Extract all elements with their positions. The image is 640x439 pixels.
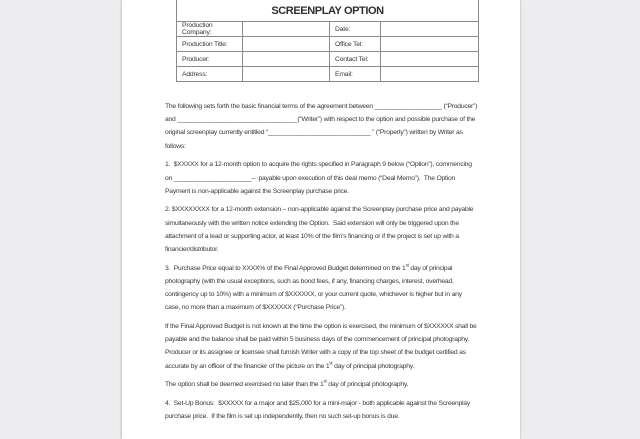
screenplay-option-form xyxy=(176,0,479,82)
form-label-cell: Contact Tel: xyxy=(330,52,381,67)
paragraph-text: 2. $XXXXXXXX for a 12-month extension – non-applicable against the Screenplay purchase price and payable simultaneously with the written notice extending the Option. Said extension will only be triggered upon the attachment of a lead or supporting actor, at least 10% of the film’s financing or if the project is set up with a financier/distributor. xyxy=(165,206,476,254)
form-label-cell: Production Company: xyxy=(177,22,243,37)
paragraph xyxy=(165,397,478,423)
form-table-body xyxy=(177,22,479,82)
form-value-cell[interactable] xyxy=(381,67,479,82)
paragraph-text: day of principal photography. xyxy=(332,362,415,370)
paragraph xyxy=(165,100,478,153)
form-label-cell: Address: xyxy=(177,67,243,82)
form-label-cell: Office Tel: xyxy=(330,37,381,52)
paragraph-text: The option shall be deemed exercised no later than the 1 xyxy=(165,381,324,389)
form-label-cell: Date: xyxy=(330,22,381,37)
paragraph-text: day of principal photography. xyxy=(326,381,409,389)
form-row xyxy=(177,67,479,82)
form-value-cell[interactable] xyxy=(243,52,330,67)
paragraph-text: 3. Purchase Price equal to XXXX% of the Final Approved Budget determined on the 1 xyxy=(165,264,406,272)
form-value-cell[interactable] xyxy=(243,22,330,37)
form-value-cell[interactable] xyxy=(381,52,479,67)
paragraph xyxy=(165,378,478,391)
superscript: st xyxy=(323,379,327,385)
superscript: st xyxy=(329,360,333,366)
form-title-row xyxy=(177,0,479,22)
body-paragraphs xyxy=(165,100,478,429)
form-row xyxy=(177,37,479,52)
form-value-cell[interactable] xyxy=(243,37,330,52)
form-title: SCREENPLAY OPTION xyxy=(177,0,479,22)
paragraph xyxy=(165,320,478,373)
form-label-cell: Production Title: xyxy=(177,37,243,52)
paragraph-text: 4. Set-Up Bonus: $XXXXX for a major and $25,000 for a mini-major - both applicable against the Screenplay purchase price. If the film is set up independently, then no such set-up bonus is due. xyxy=(165,400,472,421)
document-page xyxy=(122,0,520,439)
paragraph-text: 1. $XXXXX for a 12-month option to acquire the rights specified in Paragraph 9 below (“Option”), commencing on ______________________– payable upon execution of this deal memo (“Deal Memo”). The Option Payment is non-applicable against the Screenplay purchase price. xyxy=(165,161,474,195)
paragraph xyxy=(165,158,478,198)
form-label-cell: Email: xyxy=(330,67,381,82)
form-row xyxy=(177,52,479,67)
form-value-cell[interactable] xyxy=(381,37,479,52)
form-value-cell[interactable] xyxy=(381,22,479,37)
form-label-cell: Producer: xyxy=(177,52,243,67)
paragraph-text: day of principal photography (with the usual exceptions, such as bond fees, if any, financing charges, interest, overhead, contingency up to 10%) with a minimum of $XXXXXX, or your current quote, whichever is higher but in any case, no more than a maximum of $XXXXXX (“Purchase Price”). xyxy=(165,264,464,312)
paragraph-text: If the Final Approved Budget is not known at the time the option is exercised, the minimum of $XXXXXX shall be payable and the balance shall be paid within 5 business days of the commencement of principal photography. Producer or its assignee or licensee shall furnish Writer with a copy of the top sheet of the budget certified as accurate by an officer of the financier of the picture on the 1 xyxy=(165,323,479,370)
form-value-cell[interactable] xyxy=(243,67,330,82)
paragraph xyxy=(165,262,478,315)
form-row xyxy=(177,22,479,37)
paragraph xyxy=(165,203,478,256)
superscript: st xyxy=(405,262,409,268)
paragraph-text: The following sets forth the basic financial terms of the agreement between ___________________ (“Producer”) and __________________________________(“Writer”) with respect to the option and possible purchase of the original screenplay currently entitled “_____________________________ ” (“Property”) written by Writer as follows: xyxy=(165,103,479,150)
